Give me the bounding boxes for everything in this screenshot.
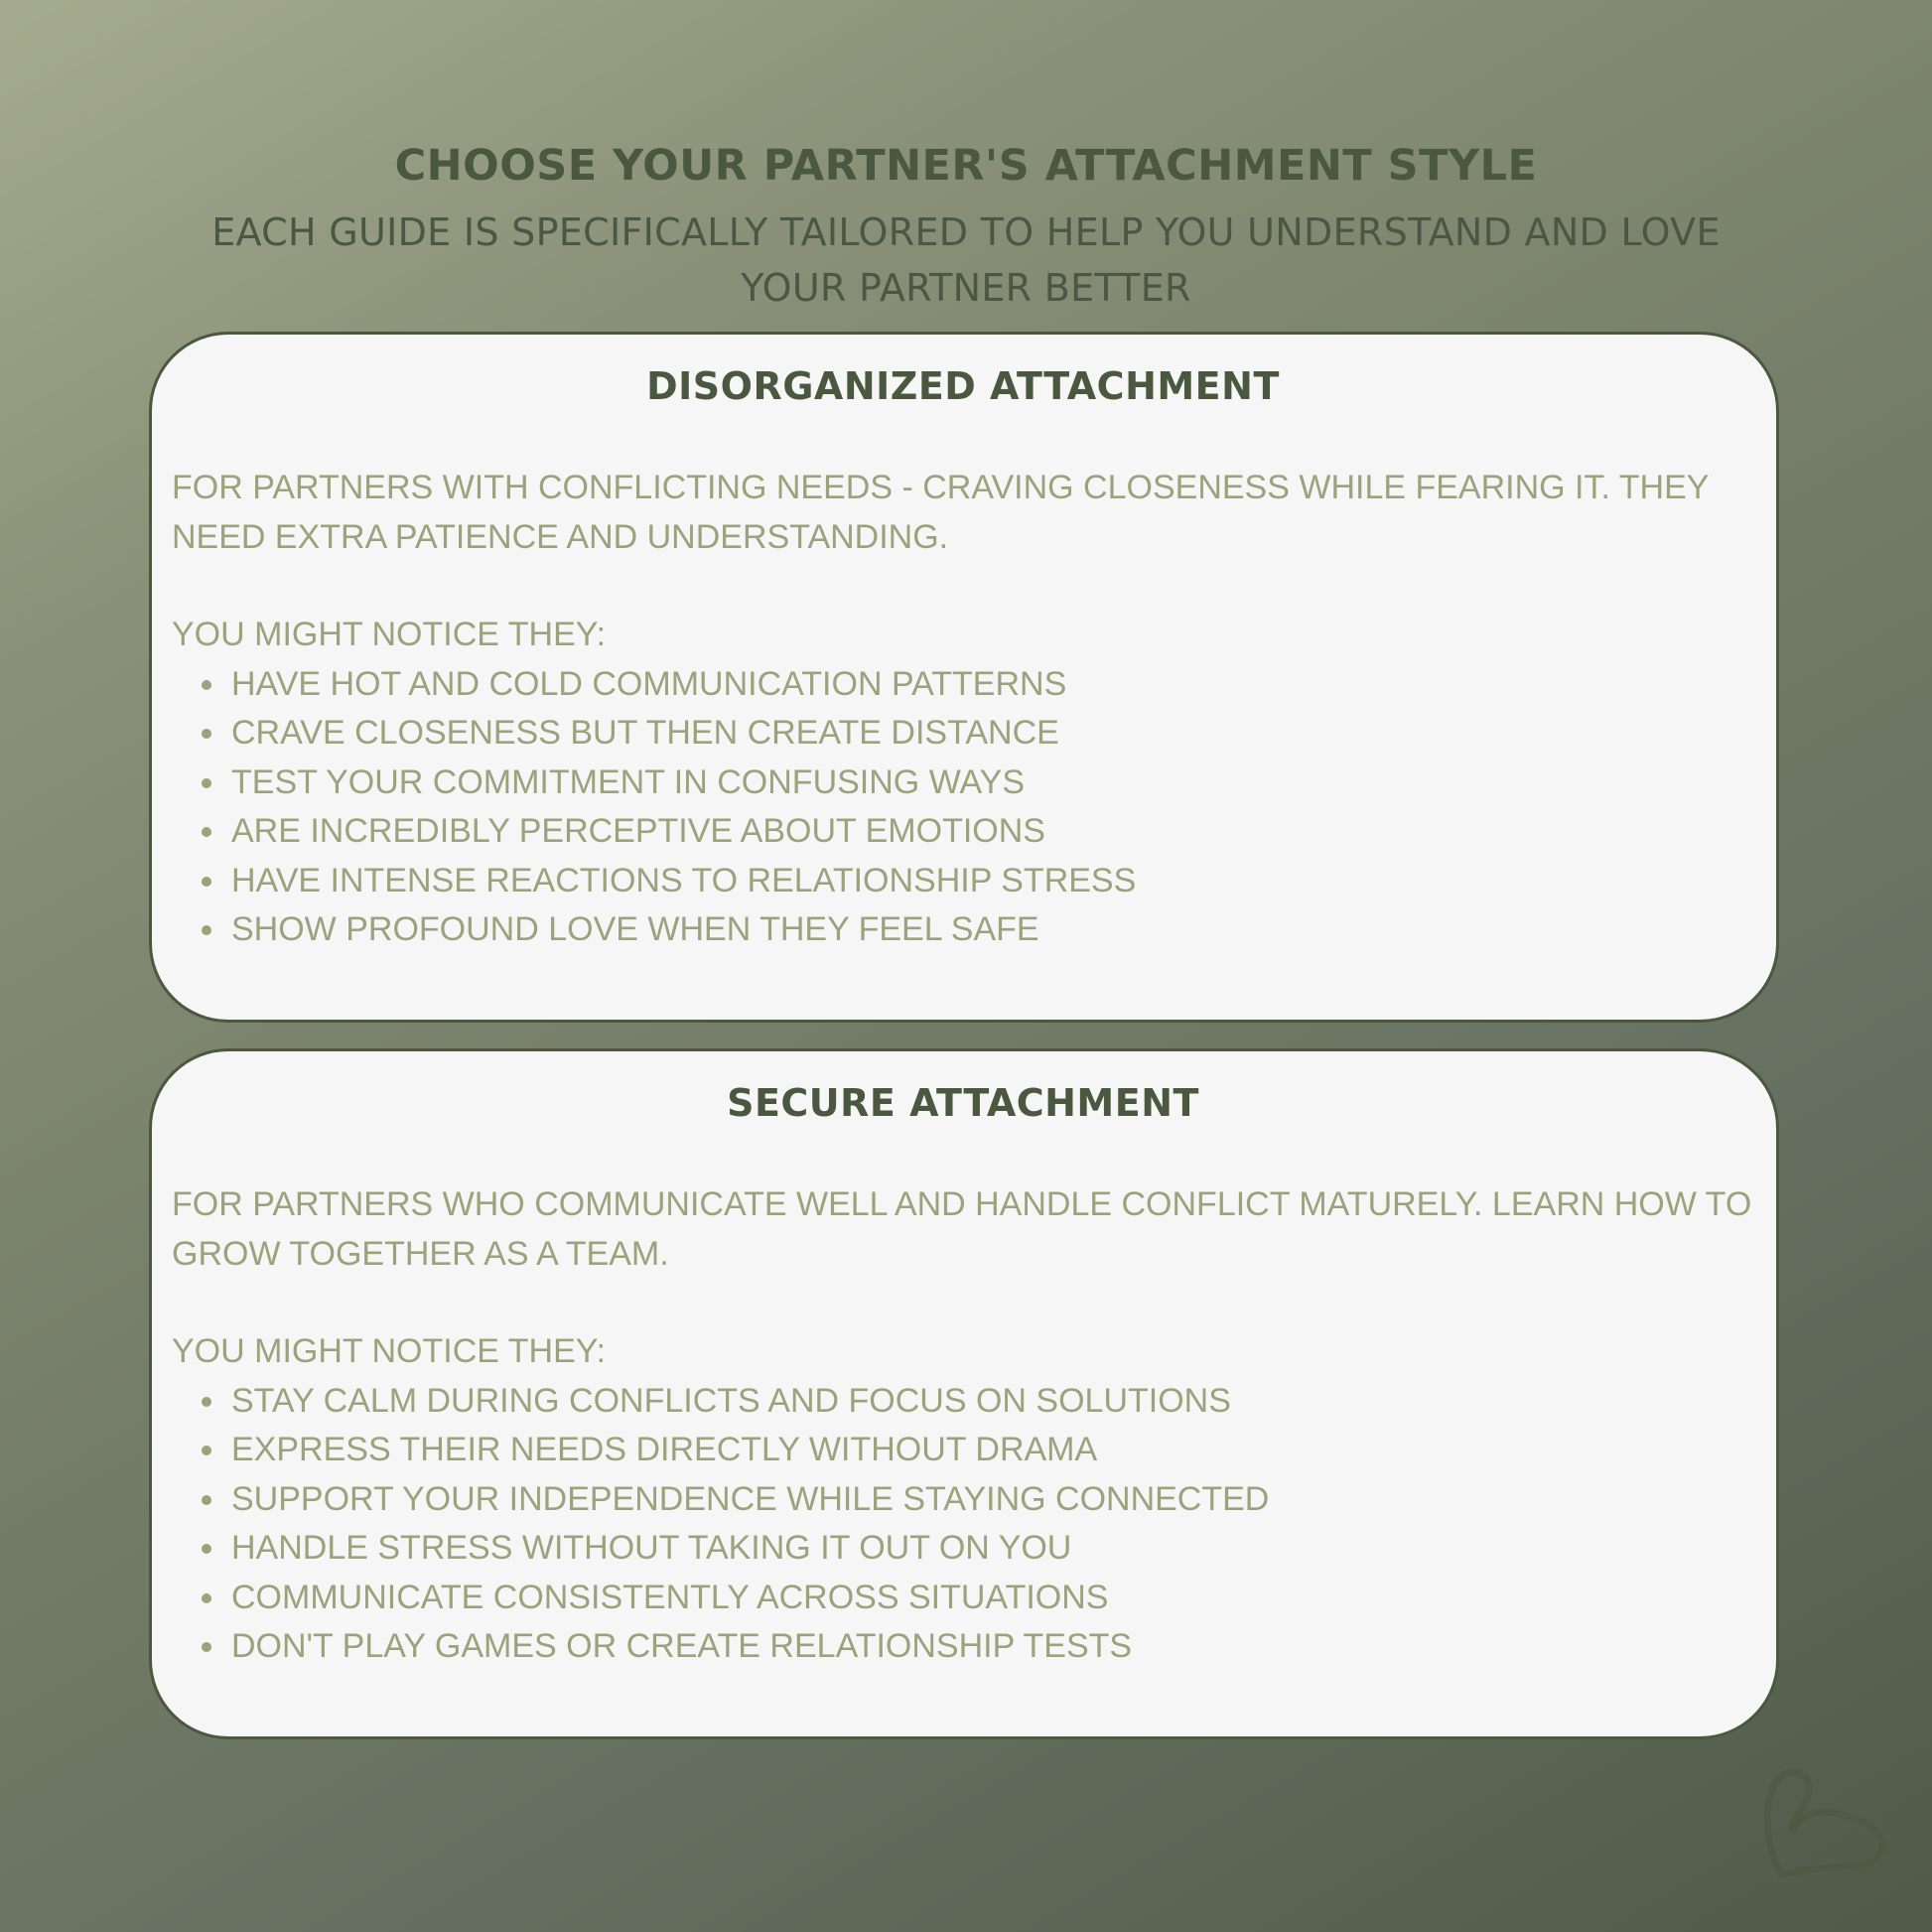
trait-list <box>172 660 1754 955</box>
card-title: DISORGANIZED ATTACHMENT <box>646 364 1280 408</box>
card-description: FOR PARTNERS WHO COMMUNICATE WELL AND HANDLE CONFLICT MATURELY. LEARN HOW TO GROW TOGETHER AS A TEAM. <box>172 1185 1752 1273</box>
trait-list <box>172 1377 1754 1672</box>
trait-item: STAY CALM DURING CONFLICTS AND FOCUS ON SOLUTIONS <box>231 1377 1754 1427</box>
card-body <box>172 464 1754 955</box>
notice-label: YOU MIGHT NOTICE THEY: <box>172 616 607 653</box>
trait-item: EXPRESS THEIR NEEDS DIRECTLY WITHOUT DRAMA <box>231 1426 1754 1475</box>
trait-item: HANDLE STRESS WITHOUT TAKING IT OUT ON YOU <box>231 1524 1754 1574</box>
card-body <box>172 1180 1754 1672</box>
trait-item: TEST YOUR COMMITMENT IN CONFUSING WAYS <box>231 759 1754 808</box>
card-description: FOR PARTNERS WITH CONFLICTING NEEDS - CRAVING CLOSENESS WHILE FEARING IT. THEY NEED EXTRA PATIENCE AND UNDERSTANDING. <box>172 469 1709 556</box>
trait-item: CRAVE CLOSENESS BUT THEN CREATE DISTANCE <box>231 709 1754 759</box>
trait-item: SUPPORT YOUR INDEPENDENCE WHILE STAYING CONNECTED <box>231 1475 1754 1525</box>
trait-item: ARE INCREDIBLY PERCEPTIVE ABOUT EMOTIONS <box>231 807 1754 857</box>
trait-item: HAVE HOT AND COLD COMMUNICATION PATTERNS <box>231 660 1754 710</box>
card-disorganized-attachment[interactable] <box>149 332 1779 1023</box>
trait-item: HAVE INTENSE REACTIONS TO RELATIONSHIP STRESS <box>231 857 1754 906</box>
card-title: SECURE ATTACHMENT <box>727 1081 1199 1125</box>
trait-item: DON'T PLAY GAMES OR CREATE RELATIONSHIP TESTS <box>231 1622 1754 1672</box>
page-title: CHOOSE YOUR PARTNER'S ATTACHMENT STYLE <box>394 141 1538 191</box>
page-subtitle: EACH GUIDE IS SPECIFICALLY TAILORED TO HELP YOU UNDERSTAND AND LOVE YOUR PARTNER BETTER <box>211 210 1721 310</box>
trait-item: COMMUNICATE CONSISTENTLY ACROSS SITUATIONS <box>231 1574 1754 1623</box>
trait-item: SHOW PROFOUND LOVE WHEN THEY FEEL SAFE <box>231 905 1754 955</box>
heart-logo-icon <box>1759 1763 1892 1882</box>
page-header <box>0 137 1932 316</box>
notice-label: YOU MIGHT NOTICE THEY: <box>172 1332 607 1370</box>
card-secure-attachment[interactable] <box>149 1048 1779 1739</box>
